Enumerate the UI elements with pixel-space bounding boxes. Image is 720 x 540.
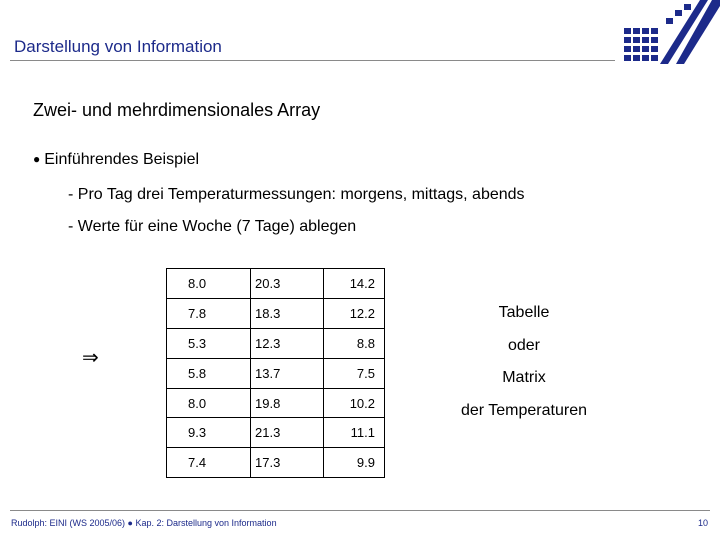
slide-title: Zwei- und mehrdimensionales Array: [33, 100, 321, 120]
temperature-table: [166, 268, 385, 478]
table-cell: 5.8: [167, 358, 251, 388]
table-row: [167, 298, 385, 328]
table-row: [167, 418, 385, 448]
implies-arrow: ⇒: [82, 347, 99, 369]
table-cell: 11.1: [324, 418, 385, 448]
label-matrix: Matrix: [502, 369, 546, 386]
label-oder: oder: [507, 337, 541, 354]
table-cell: 7.8: [167, 298, 251, 328]
table-cell: 13.7: [251, 358, 324, 388]
table-cell: 5.3: [167, 328, 251, 358]
slide-header-title: Darstellung von Information: [14, 37, 222, 56]
table-cell: 14.2: [324, 269, 385, 299]
table-cell: 18.3: [251, 298, 324, 328]
table-cell: 21.3: [251, 418, 324, 448]
table-cell: 8.0: [167, 388, 251, 418]
table-row: [167, 448, 385, 478]
bullet-text: Einführendes Beispiel: [44, 151, 200, 168]
university-grid-logo-icon: [620, 0, 720, 64]
table-cell: 9.9: [324, 448, 385, 478]
sub-bullet-week: - Werte für eine Woche (7 Tage) ablegen: [68, 218, 357, 235]
table-cell: 10.2: [324, 388, 385, 418]
table-cell: 7.4: [167, 448, 251, 478]
table-cell: 17.3: [251, 448, 324, 478]
table-cell: 8.8: [324, 328, 385, 358]
header-divider: [10, 60, 615, 61]
page-number: 10: [697, 518, 708, 528]
table-cell: 12.2: [324, 298, 385, 328]
footer-text: Rudolph: EINI (WS 2005/06) ● Kap. 2: Darstellung von Information: [11, 518, 277, 528]
table-cell: 20.3: [251, 269, 324, 299]
label-tabelle: Tabelle: [498, 304, 550, 321]
footer-divider: [10, 510, 710, 511]
sub-bullet-measurements: - Pro Tag drei Temperaturmessungen: morgens, mittags, abends: [68, 186, 525, 203]
table-row: [167, 328, 385, 358]
table-cell: 19.8: [251, 388, 324, 418]
table-cell: 12.3: [251, 328, 324, 358]
bullet-item: [33, 151, 199, 169]
table-row: [167, 358, 385, 388]
table-row: [167, 388, 385, 418]
table-row: [167, 269, 385, 299]
label-der-temperaturen: der Temperaturen: [461, 402, 587, 419]
table-cell: 7.5: [324, 358, 385, 388]
table-cell: 8.0: [167, 269, 251, 299]
bullet-dot: ●: [33, 152, 41, 166]
table-cell: 9.3: [167, 418, 251, 448]
